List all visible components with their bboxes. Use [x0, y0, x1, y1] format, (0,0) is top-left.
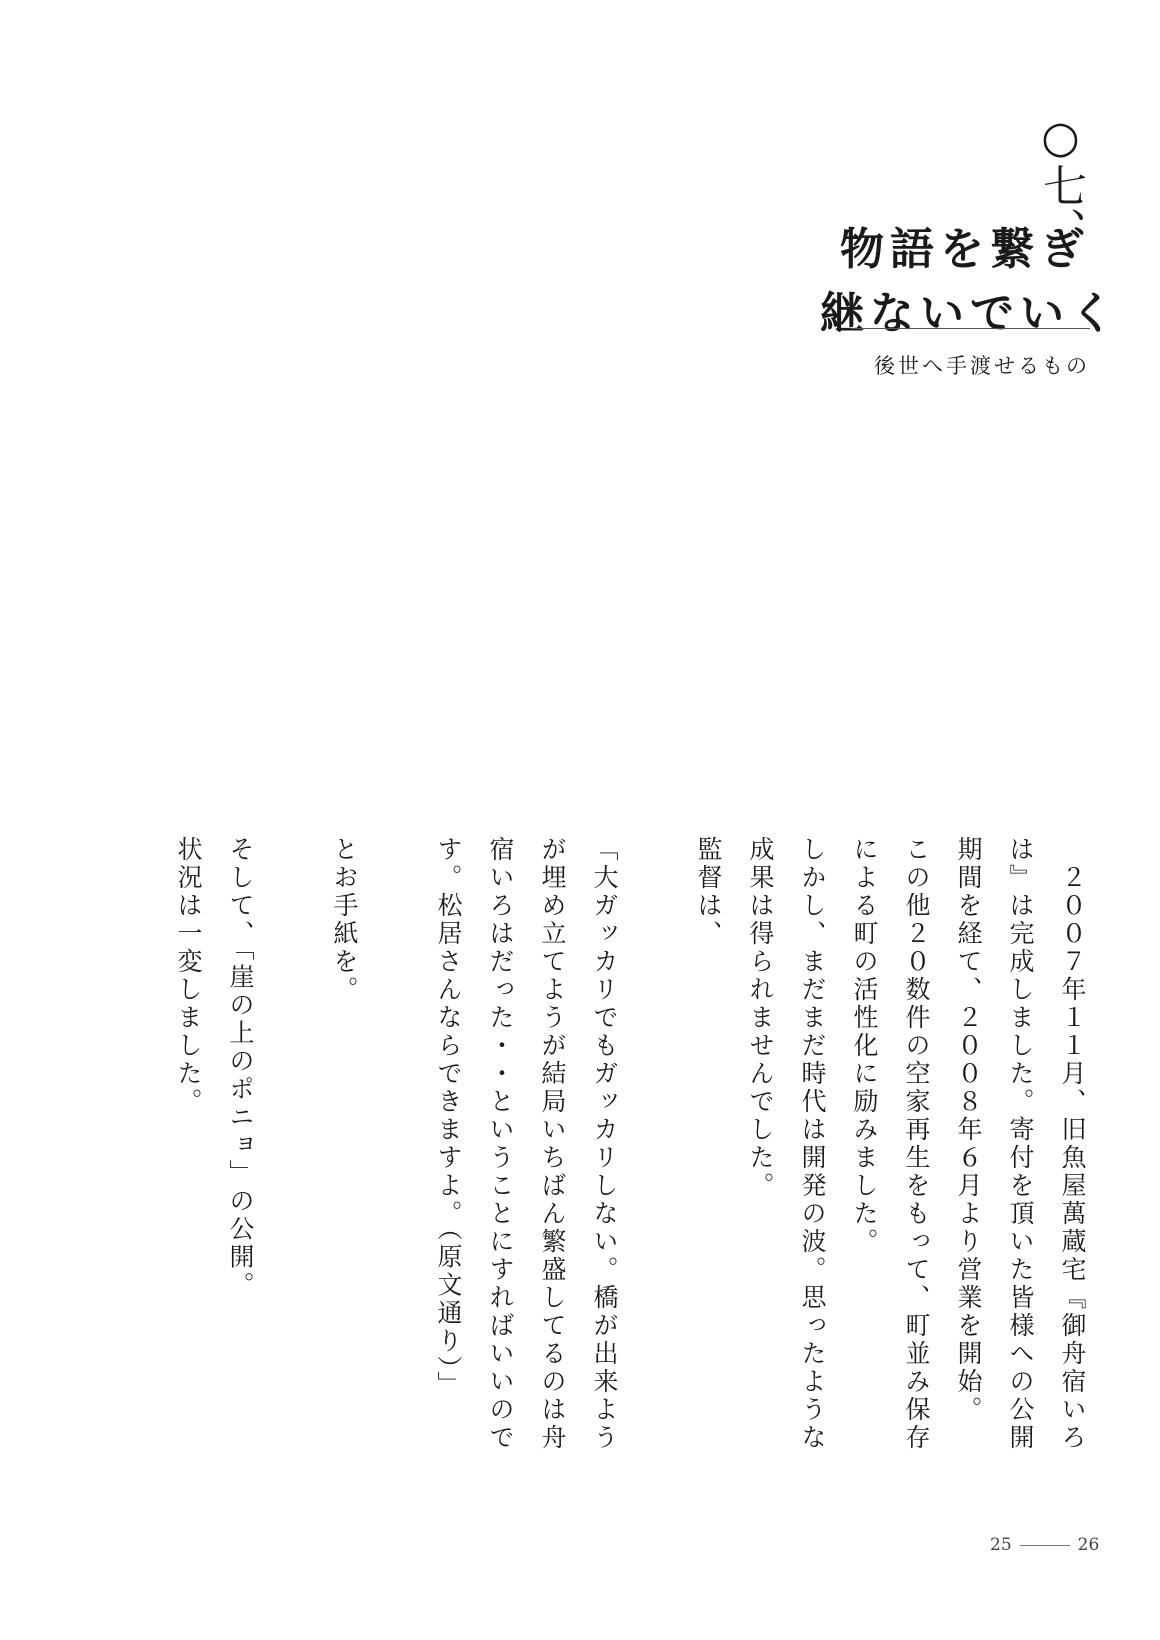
paragraph: 監督は、	[694, 836, 723, 948]
paragraph: 「大ガッカリでもガッカリしない。橋が出来よう が埋め立てようが結局いちばん繁盛してるのは舟 宿いろはだった・・ということにすればいいので す。松居さんならできますよ。（原文通り）」	[434, 836, 619, 1452]
chapter-title	[820, 218, 1120, 346]
page-numbers	[990, 1535, 1099, 1555]
chapter-title-line-1: 物語を繋ぎ	[840, 224, 1090, 275]
page-number-separator	[1020, 1545, 1070, 1546]
chapter-number: ○七、	[1035, 112, 1086, 251]
paragraph: とお手紙を。	[330, 836, 359, 1004]
title-divider	[850, 328, 1090, 329]
page-number-right: 26	[1077, 1535, 1100, 1555]
chapter-subtitle: 後世へ手渡せるもの	[874, 354, 1090, 378]
paragraph: ２００７年１１月、旧魚屋萬蔵宅『御舟宿いろ は』は完成しました。寄付を頂いた皆様への公開 期間を経て、２００８年６月より営業を開始。	[954, 836, 1087, 1452]
paragraph: そして、「崖の上のポニョ」の公開。 状況は一変しました。	[174, 836, 255, 1300]
chapter-title-line-2: 継ないでいく	[820, 288, 1120, 339]
page-number-left: 25	[990, 1535, 1012, 1555]
paragraph: この他２０数件の空家再生をもって、町並み保存 による町の活性化に励みました。 しかし、まだまだ時代は開発の波。思ったような 成果は得られませんでした。	[746, 836, 931, 1452]
body-text	[88, 836, 1098, 1452]
